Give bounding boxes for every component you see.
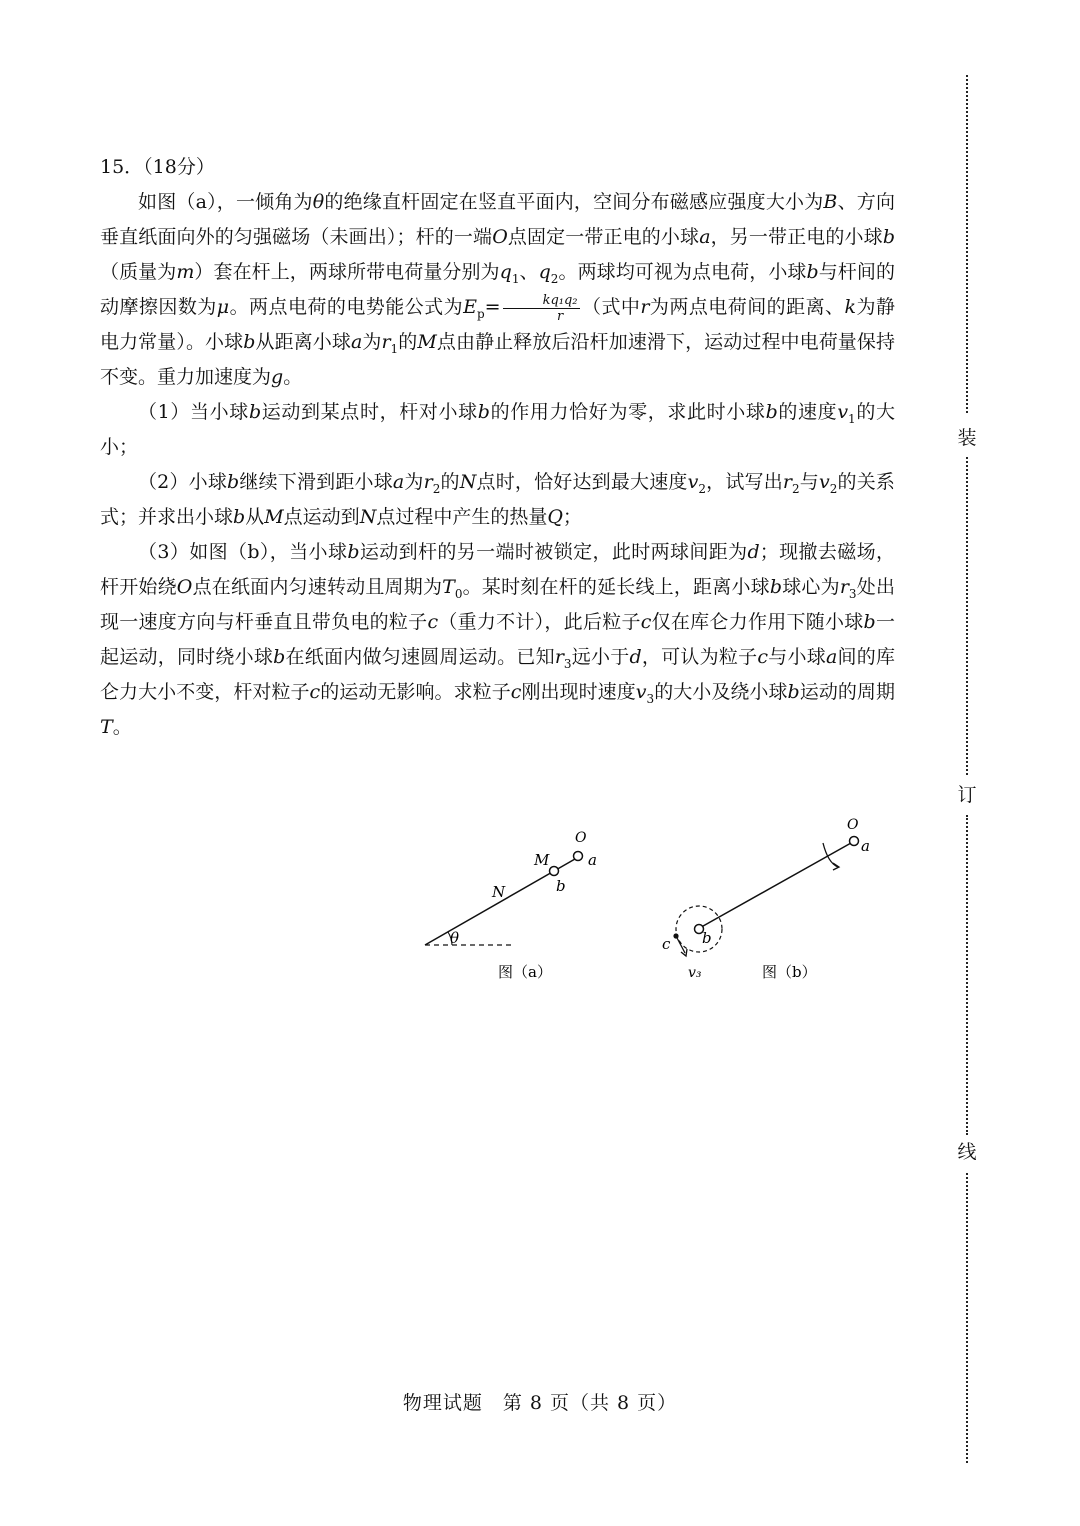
label-O-b: O [847,817,859,833]
ball-a [574,852,583,861]
ball-a-b [850,837,859,846]
label-a: a [588,851,597,869]
binding-dotted-line [966,1173,968,1463]
binding-dotted-line [966,815,968,1135]
question-header: 15．（18分） [100,156,215,178]
page-footer: 物理试题 第 8 页（共 8 页） [402,1392,678,1414]
binding-dotted-line [966,457,968,775]
label-b-b: b [702,929,712,947]
velocity-arrow [676,936,685,953]
question-15 [100,150,895,745]
binding-margin [955,75,979,1465]
caption-a: 图（a） [498,963,552,981]
figure-b [662,817,870,981]
question-intro: 如图（a），一倾角为θ的绝缘直杆固定在竖直平面内，空间分布磁感应强度大小为B、方向垂直纸面向外的匀强磁场（未画出）；杆的一端O点固定一带正电的小球a，另一带正电的小球b（质量为m）套在杆上，两球所带电荷量分别为$q_1$、$q_2$。两球均可视为点电荷，小球b与杆间的动摩擦因数为μ。两点电荷的电势能公式为$E_p=$ $\frac{\text{kq₁q₂}}{r}$ （式中r为两点电荷间的距离、k为静电力常量）。小球b从距离小球a为$r_1$的M点由静止释放后沿杆加速滑下，运动过程中电荷量保持不变。重力加速度为g。 [100,191,895,388]
binding-char-ding: 订 [957,784,977,806]
label-M: M [534,851,550,869]
figures-svg [410,815,900,995]
figure-a [425,830,597,981]
label-v3: v₃ [688,965,702,981]
question-part-1: （1）当小球b运动到某点时，杆对小球b的作用力恰好为零，求此时小球b的速度$v_1$的大小； [100,401,895,458]
binding-char-zhuang: 装 [957,427,977,449]
label-O: O [575,830,587,846]
label-N: N [492,883,506,901]
question-part-3: （3）如图（b），当小球b运动到杆的另一端时被锁定，此时两球间距为d；现撤去磁场，杆开始绕O点在纸面内匀速转动且周期为$T_0$。某时刻在杆的延长线上，距离小球b球心为$r_3$处出现一速度方向与杆垂直且带负电的粒子c（重力不计），此后粒子c仅在库仑力作用下随小球b一起运动，同时绕小球b在纸面内做匀速圆周运动。已知$r_3$远小于d，可认为粒子c与小球a间的库仑力大小不变，杆对粒子c的运动无影响。求粒子c刚出现时速度$v_3$的大小及绕小球b运动的周期T。 [100,541,895,738]
binding-char-xian: 线 [957,1141,977,1163]
potential-energy-fraction: $\frac{\text{kq₁q₂}}{r}$ [503,293,580,324]
label-a-b: a [861,837,870,855]
binding-dotted-line [966,75,968,413]
label-theta: θ [450,929,460,947]
label-c: c [662,935,671,953]
figures [410,815,900,995]
label-b: b [556,877,566,895]
question-part-2: （2）小球b继续下滑到距小球a为$r_2$的N点时，恰好达到最大速度$v_2$，试写出$r_2$与$v_2$的关系式；并求出小球b从M点运动到N点过程中产生的热量Q； [100,471,895,528]
caption-b: 图（b） [762,963,817,981]
ball-b [550,867,559,876]
